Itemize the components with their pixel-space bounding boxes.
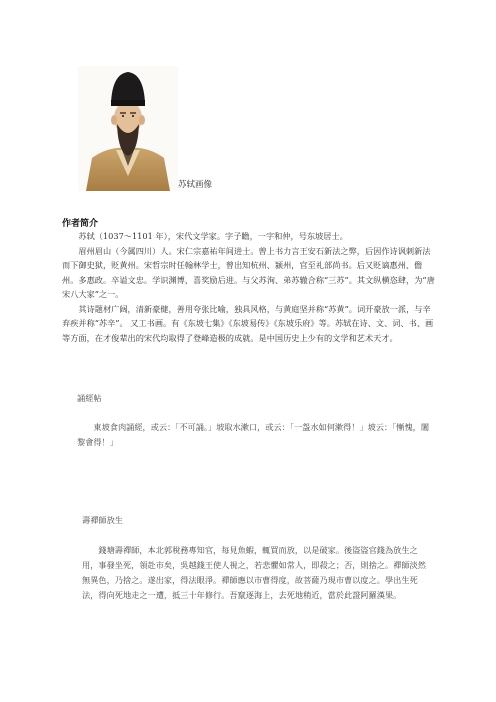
su-shi-portrait-image [78,66,178,191]
bio-paragraph: 苏轼（1037～1101 年），宋代文学家。字子瞻，一字和仲，号东坡居士。 [78,231,348,241]
author-intro-heading: 作者简介 [62,219,99,229]
bio-paragraph: 眉州眉山（今属四川）人。宋仁宗嘉祐年间进士。曾上书力言王安石新法之弊，后因作诗讽刺新法而下御史狱，贬黄州。宋哲宗时任翰林学士，曾出知杭州、颍州，官至礼部尚书。后又贬谪惠州、儋州。多惠政。卒谥文忠。学识渊博，喜奖励后进。与父苏洵、弟苏辙合称“三苏”。其文纵横恣肆，为“唐宋八大家”之一。 [62,245,435,299]
bio-paragraph: 其诗题材广阔，清新豪健，善用夸张比喻，独具风格，与黄庭坚并称“苏黄”。词开豪放一派，与辛弃疾并称“苏辛”。 又工书画。有《东坡七集》《东坡易传》《东坡乐府》等。苏轼在诗、文、词、书、画等方面，在才俊辈出的宋代均取得了登峰造极的成就。是中国历史上少有的文学和艺术天才。 [62,303,434,343]
section-body-sutra [77,420,433,450]
section-body-release [82,543,434,603]
section-title-sutra: 誦經帖 [77,393,102,403]
portrait-image [78,66,178,191]
section-paragraph: 東坡食肉誦經，或云：「不可誦。」坡取水漱口，或云：「一盌水如何漱得！」坡云：「慚愧，闍黎會得！」 [77,422,430,447]
section-paragraph: 錢塘壽禪師，本北郭稅務專知官，每見魚蝦，輒買而放，以是破家。後盜盜官錢為放生之用，事發坐死，領赴市矣，吳越錢王使人視之，若悲懼如常人，即殺之；否，則捨之。禪師淡然無異色，乃捨之。遂出家，得法眼淨。禪師應以市曹得度，故菩薩乃現市曹以度之。學出生死法，得向死地走之一遭，抵三十年修行。吾竄逐海上，去死地稍近，當於此證阿羅漢果。 [82,545,426,600]
section-title-release: 壽禪師放生 [82,515,123,525]
portrait-caption: 苏轼画像 [178,180,213,190]
author-intro-text [62,229,436,345]
